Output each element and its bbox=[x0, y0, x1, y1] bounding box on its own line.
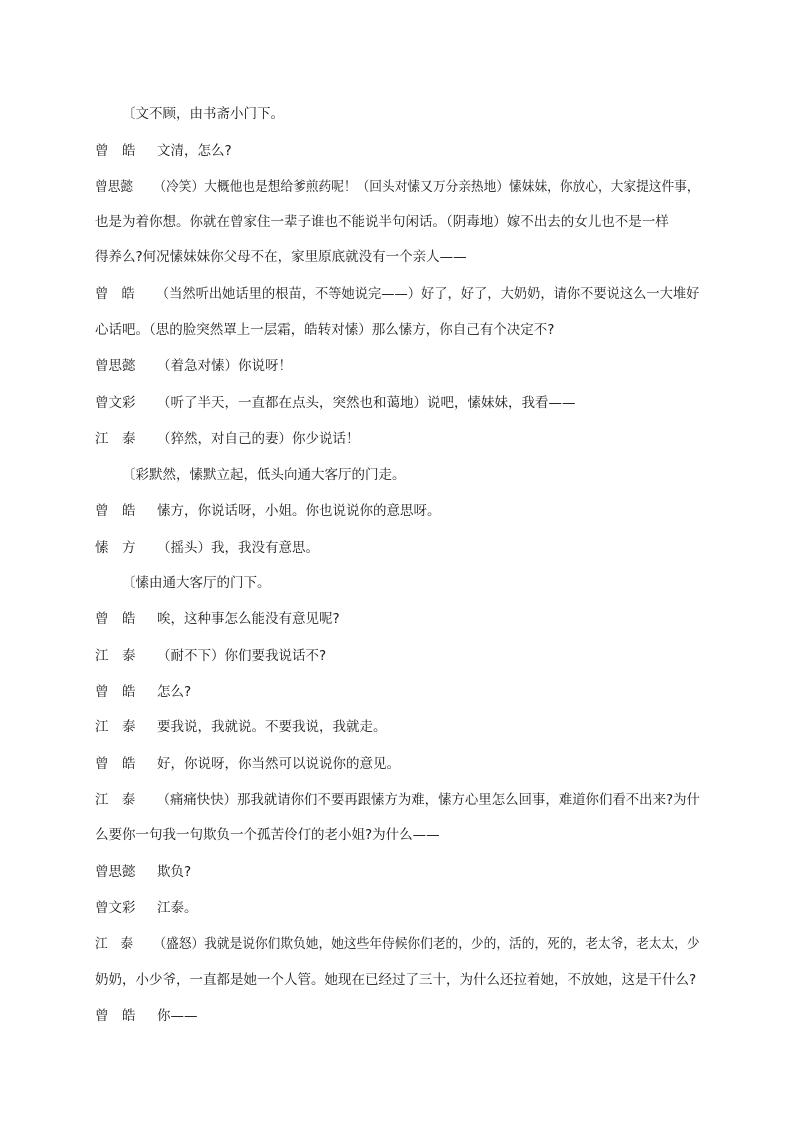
speaker-name: 江 泰 bbox=[95, 431, 136, 447]
speaker-name: 曾 皓 bbox=[95, 143, 136, 159]
dialogue-text: 好，你说呀，你当然可以说说你的意见。 bbox=[157, 756, 400, 772]
dialogue-line bbox=[95, 394, 576, 412]
stage-direction: 〔愫由通大客厅的门下。 bbox=[122, 575, 271, 591]
dialogue-line bbox=[95, 791, 700, 809]
dialogue-text: 怎么? bbox=[157, 684, 192, 700]
dialogue-text: （听了半天，一直都在点头，突然也和蔼地）说吧，愫妹妹，我看—— bbox=[157, 395, 576, 411]
speaker-name: 江 泰 bbox=[95, 936, 134, 952]
dialogue-line bbox=[95, 178, 700, 196]
stage-direction: 〔文不顾，由书斋小门下。 bbox=[122, 106, 284, 122]
dialogue-text: 文清，怎么? bbox=[157, 143, 232, 159]
speaker-name: 曾 皓 bbox=[95, 1008, 136, 1024]
speaker-name: 曾文彩 bbox=[95, 395, 136, 411]
dialogue-text: 江泰。 bbox=[157, 900, 198, 916]
dialogue-line bbox=[95, 1007, 198, 1025]
speaker-name: 曾 皓 bbox=[95, 286, 135, 302]
speaker-name: 江 泰 bbox=[95, 792, 136, 808]
dialogue-text: 欺负? bbox=[157, 864, 192, 880]
dialogue-text: （摇头）我，我没有意思。 bbox=[157, 540, 319, 556]
dialogue-continuation: 得养么?何况愫妹妹你父母不在，家里原底就没有一个亲人—— bbox=[95, 249, 467, 265]
speaker-name: 曾文彩 bbox=[95, 900, 136, 916]
stage-direction: 〔彩默然，愫默立起，低头向通大客厅的门走。 bbox=[122, 467, 406, 483]
speaker-name: 曾思懿 bbox=[95, 358, 136, 374]
dialogue-text: （猝然，对自己的妻）你少说话！ bbox=[157, 431, 360, 447]
dialogue-text: 愫方，你说话呀，小姐。你也说说你的意思呀。 bbox=[157, 503, 441, 519]
dialogue-continuation: 也是为着你想。你就在曾家住一辈子谁也不能说半句闲话。（阴毒地）嫁不出去的女儿也不是一样 bbox=[95, 214, 669, 230]
dialogue-line bbox=[95, 610, 340, 628]
dialogue-line bbox=[95, 357, 292, 375]
dialogue-line bbox=[95, 935, 700, 953]
dialogue-line bbox=[95, 285, 699, 303]
dialogue-text: 你—— bbox=[157, 1008, 198, 1024]
speaker-name: 曾 皓 bbox=[95, 503, 136, 519]
dialogue-text: （耐不下）你们要我说话不? bbox=[157, 648, 327, 664]
dialogue-text: （着急对愫）你说呀！ bbox=[157, 358, 292, 374]
dialogue-line bbox=[95, 647, 326, 665]
dialogue-line bbox=[95, 502, 441, 520]
dialogue-continuation: 心话吧。（思的脸突然罩上一层霜，皓转对愫）那么愫方，你自己有个决定不? bbox=[95, 322, 555, 338]
dialogue-text: （盛怒）我就是说你们欺负她，她这些年侍候你们老的，少的，活的，死的，老太爷，老太太，少 bbox=[153, 936, 700, 952]
dialogue-continuation: 么要你一句我一句欺负一个孤苦伶仃的老小姐?为什么—— bbox=[95, 827, 440, 843]
dialogue-continuation: 奶奶，小少爷，一直都是她一个人管。她现在已经过了三十，为什么还拉着她，不放她，这是干什么? bbox=[95, 972, 697, 988]
dialogue-line bbox=[95, 863, 191, 881]
dialogue-line bbox=[95, 683, 191, 701]
dialogue-text: （当然听出她话里的根苗，不等她说完——）好了，好了，大奶奶，请你不要说这么一大堆好 bbox=[155, 286, 700, 302]
dialogue-text: 唉，这种事怎么能没有意见呢? bbox=[157, 611, 340, 627]
dialogue-line bbox=[95, 755, 400, 773]
speaker-name: 江 泰 bbox=[95, 719, 136, 735]
dialogue-text: 要我说，我就说。不要我说，我就走。 bbox=[157, 719, 387, 735]
speaker-name: 愫 方 bbox=[95, 540, 136, 556]
speaker-name: 曾 皓 bbox=[95, 611, 136, 627]
dialogue-text: （冷笑）大概他也是想给爹煎药呢！（回头对愫又万分亲热地）愫妹妹，你放心，大家提这件事， bbox=[153, 179, 700, 195]
speaker-name: 曾思懿 bbox=[95, 864, 136, 880]
dialogue-line bbox=[95, 539, 319, 557]
dialogue-line bbox=[95, 718, 387, 736]
speaker-name: 曾 皓 bbox=[95, 756, 136, 772]
dialogue-line bbox=[95, 899, 198, 917]
speaker-name: 曾思懿 bbox=[95, 179, 134, 195]
dialogue-text: （痛痛快快）那我就请你们不要再跟愫方为难，愫方心里怎么回事，难道你们看不出来?为什 bbox=[156, 792, 700, 808]
speaker-name: 曾 皓 bbox=[95, 684, 136, 700]
speaker-name: 江 泰 bbox=[95, 648, 136, 664]
dialogue-line bbox=[95, 430, 360, 448]
dialogue-line bbox=[95, 142, 232, 160]
